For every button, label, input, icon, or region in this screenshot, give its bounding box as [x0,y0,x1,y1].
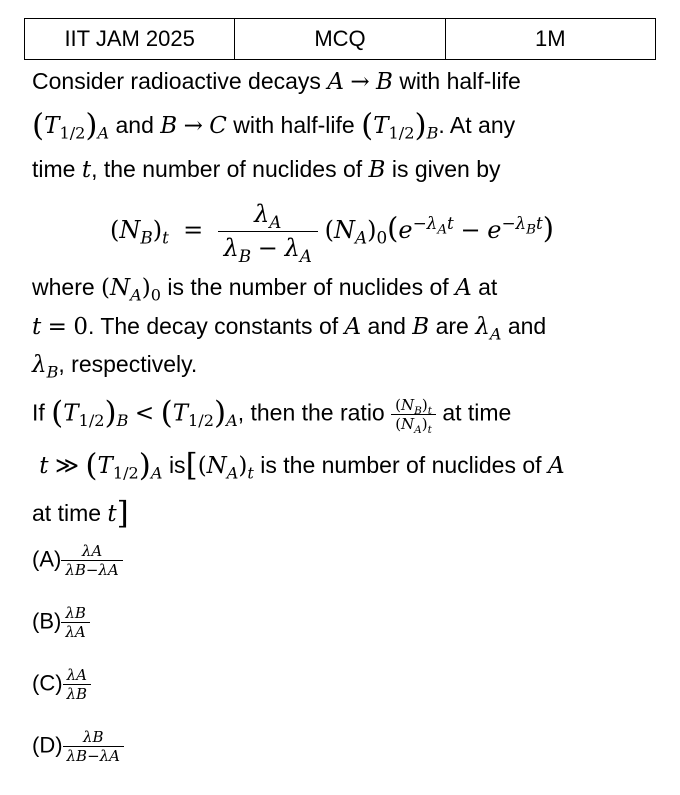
option-d-fraction: $\frac{\lambda B}{\lambda B-\lambda A}$ [63,728,124,765]
decay-equation: $(N_B)_t$ = $\frac{\lambda_A}{\lambda_B - \lambda_A}$ $(N_A)_0(e^{-\lambda_At} - e^{-\lambda_Bt})$ [110,200,555,266]
option-b-fraction: $\frac{\lambda B}{\lambda A}$ [61,604,90,641]
ratio-fraction: $\frac{(N_B)_t}{(N_A)_t}$ [391,396,436,433]
question-line-8: t ≫ $(T_{1/2})_A$ $is[(N_A)_t$ is the number of nuclides of A [32,447,565,484]
question-line-4: where $(N_A)_0$ is the number of nuclides of A at [32,274,498,305]
question-line-1: Consider radioactive decays A → B with half-life [32,68,521,95]
equation-fraction: $\frac{\lambda_A}{\lambda_B - \lambda_A}$ [218,198,318,265]
question-line-9: at time t] [32,495,129,532]
question-line-7: If $(T_{1/2})_B < (T_{1/2})_A$, then the ratio $\frac{(N_B)_t}{(N_A)_t}$ at time [32,395,512,436]
option-a[interactable]: (A) $\frac{\lambda A}{\lambda B-\lambda A}$ [32,542,123,579]
option-a-fraction: $\frac{\lambda A}{\lambda B-\lambda A}$ [61,542,122,579]
option-b[interactable]: (B) $\frac{\lambda B}{\lambda A}$ [32,604,90,641]
option-d[interactable]: (D) $\frac{\lambda B}{\lambda B-\lambda A}$ [32,728,124,765]
exam-name-cell: IIT JAM 2025 [25,19,235,60]
option-c-fraction: $\frac{\lambda A}{\lambda B}$ [63,666,92,703]
question-line-3: time t, the number of nuclides of B is given by [32,156,501,183]
question-line-6: $\lambda_B$, respectively. [32,351,198,382]
question-header-table [24,18,656,60]
question-line-5: t = 0. The decay constants of A and B are $\lambda_A$ and [32,313,547,344]
question-line-2: $(T_{1/2})_A$ and B → C with half-life $(T_{1/2})_B$. At any [32,107,516,144]
question-type-cell: MCQ [235,19,445,60]
option-c[interactable]: (C) $\frac{\lambda A}{\lambda B}$ [32,666,91,703]
marks-cell: 1M [445,19,655,60]
